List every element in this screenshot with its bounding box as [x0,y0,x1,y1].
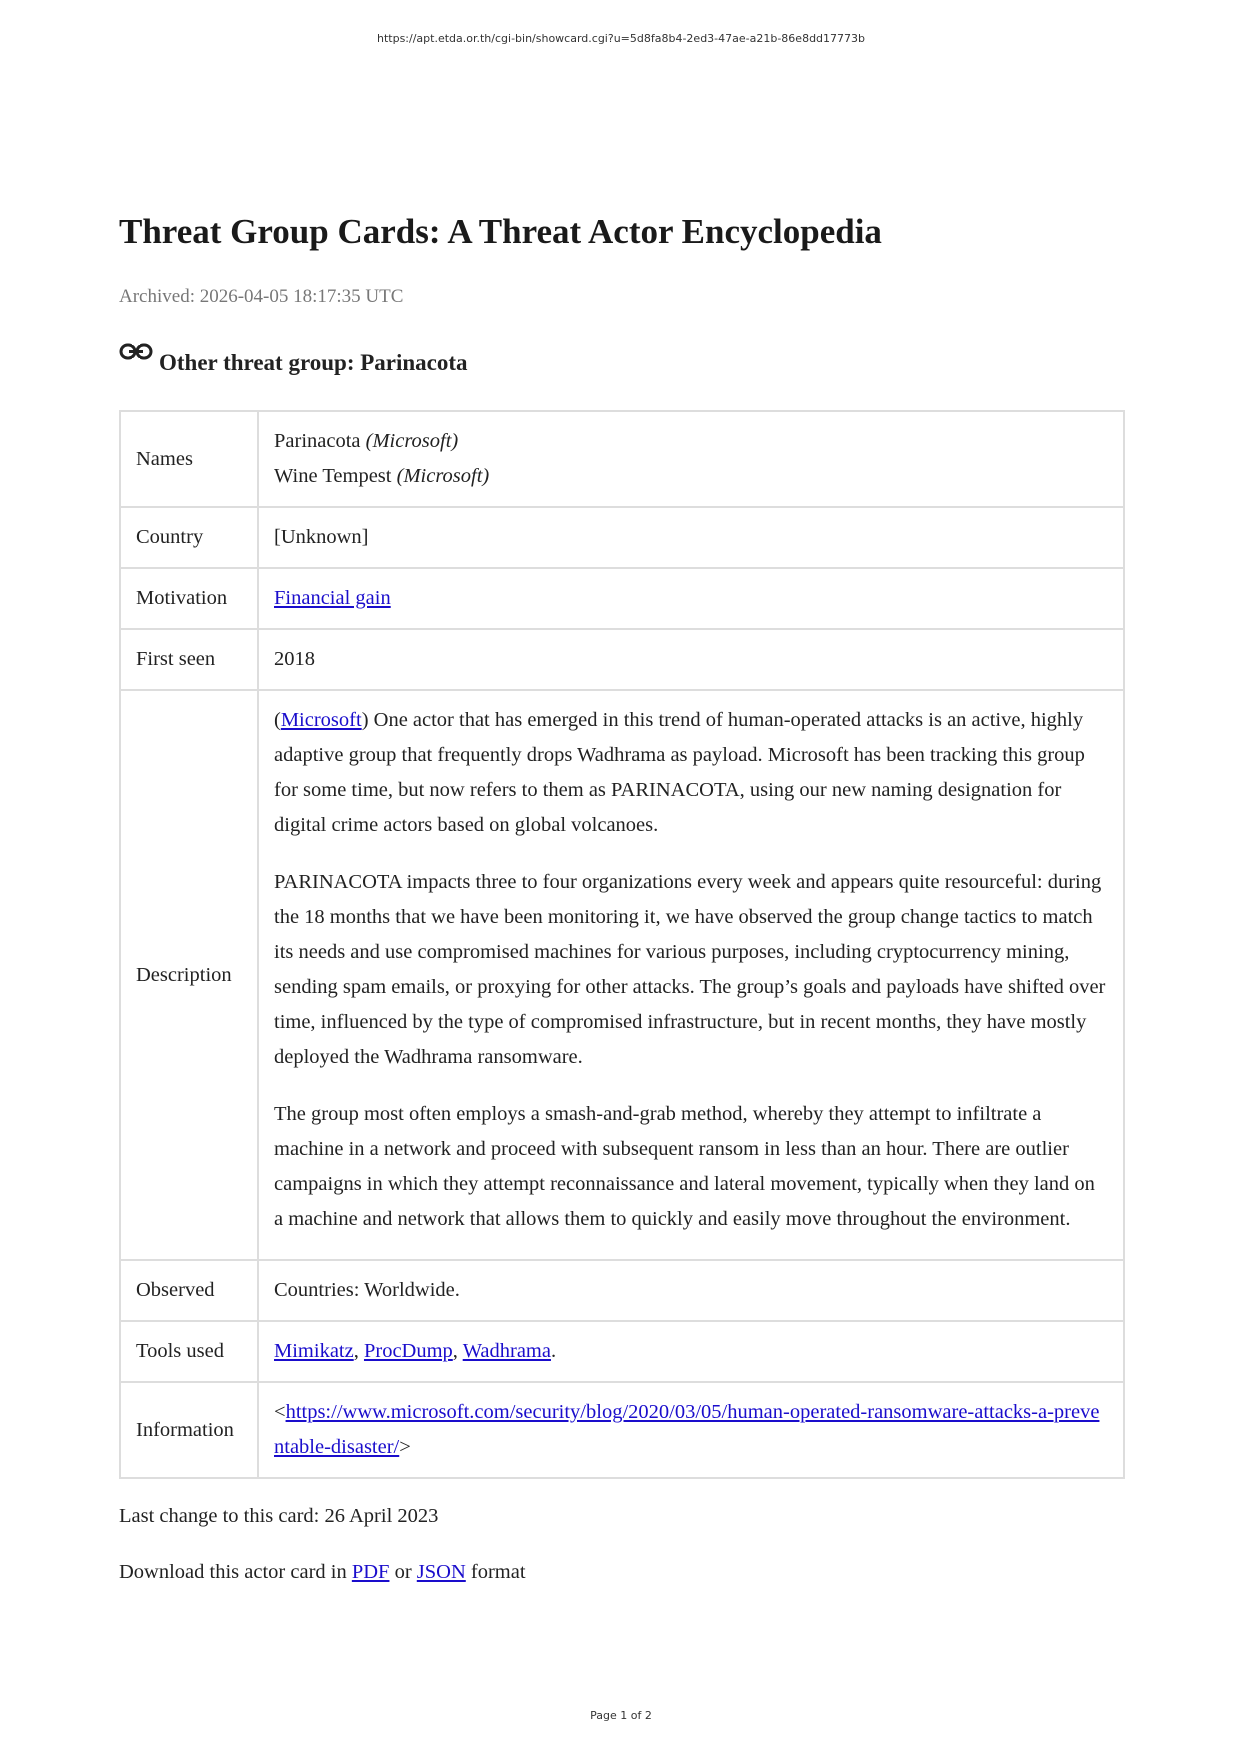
names-value [258,411,1124,507]
name-source: (Microsoft) [396,465,490,487]
table-row [120,507,1124,568]
text: Download this actor card in [119,1561,347,1583]
text: format [470,1561,526,1583]
link-icon[interactable] [119,342,153,376]
description-paragraph: The group most often employs a smash-and-grab method, whereby they attempt to infiltrate a machine in a network and proceed with subsequent ransom in less than an hour. There are outlier campaigns in which they attempt reconnaissance and lateral movement, typically when they land on a machine and network that allows them to quickly and easily move throughout the environment. [274,1103,1095,1230]
row-label: Tools used [120,1321,258,1382]
json-link[interactable]: JSON [416,1561,466,1583]
row-label: Country [120,507,258,568]
tool-link[interactable]: Mimikatz [274,1340,354,1362]
last-change: Last change to this card: 26 April 2023 [119,1505,439,1527]
name-source: (Microsoft) [365,430,459,452]
page-url: https://apt.etda.or.th/cgi-bin/showcard.cgi?u=5d8fa8b4-2ed3-47ae-a21b-86e8dd17773b [376,32,866,45]
table-row [120,568,1124,629]
table-row [120,1382,1124,1478]
text: or [394,1561,412,1583]
name: Wine Tempest [274,465,392,487]
motivation-link[interactable]: Financial gain [274,587,391,609]
table-row [120,1321,1124,1382]
information-link[interactable]: https://www.microsoft.com/security/blog/2020/03/05/human-operated-ransomware-attacks-a-preventable-disaster/ [274,1401,1100,1458]
threat-card-table [119,410,1125,1479]
table-row [120,1260,1124,1321]
country-value: [Unknown] [258,507,1124,568]
first-seen-value: 2018 [258,629,1124,690]
row-label: First seen [120,629,258,690]
group-heading-text: Other threat group: Parinacota [159,350,468,375]
table-row [120,411,1124,507]
row-label: Description [120,690,258,1260]
group-heading [119,342,468,376]
description-paragraph: PARINACOTA impacts three to four organizations every week and appears quite resourceful: during the 18 months that we have been monitoring it, we have observed the group change tactics to match its needs and use compromised machines for various purposes, including cryptocurrency mining, sending spam emails, or proxying for other attacks. The group’s goals and payloads have shifted over time, influenced by the type of compromised infrastructure, but in recent months, they have mostly deployed the Wadhrama ransomware. [274,871,1106,1068]
observed-value: Countries: Worldwide. [258,1260,1124,1321]
row-label: Information [120,1382,258,1478]
source-link[interactable]: Microsoft [280,709,362,731]
archived-timestamp: Archived: 2026-04-05 18:17:35 UTC [119,286,404,307]
row-label: Names [120,411,258,507]
description-value [258,690,1124,1260]
row-label: Observed [120,1260,258,1321]
name: Parinacota [274,430,361,452]
text: ) One actor that has emerged in this trend of human-operated attacks is an active, highly adaptive group that frequently drops Wadhrama as payload. Microsoft has been tracking this group for some time, but now refers to them as PARINACOTA, using our new naming designation for digital crime actors based on global volcanoes. [274,709,1085,836]
download-line [119,1561,526,1584]
row-label: Motivation [120,568,258,629]
tool-link[interactable]: Wadhrama [462,1340,551,1362]
page-number: Page 1 of 2 [590,1709,652,1722]
table-row [120,629,1124,690]
pdf-link[interactable]: PDF [351,1561,390,1583]
tools-value: Mimikatz, ProcDump, Wadhrama. [258,1321,1124,1382]
information-value: <https://www.microsoft.com/security/blog/2020/03/05/human-operated-ransomware-attacks-a-preventable-disaster/> [258,1382,1124,1478]
tool-link[interactable]: ProcDump [363,1340,453,1362]
table-row [120,690,1124,1260]
description-paragraph: (Microsoft) One actor that has emerged in this trend of human-operated attacks is an active, highly adaptive group that frequently drops Wadhrama as payload. Microsoft has been tracking this group for some time, but now refers to them as PARINACOTA, using our new naming designation for digital crime actors based on global volcanoes. [274,709,1085,836]
page-title: Threat Group Cards: A Threat Actor Encyclopedia [119,212,882,251]
